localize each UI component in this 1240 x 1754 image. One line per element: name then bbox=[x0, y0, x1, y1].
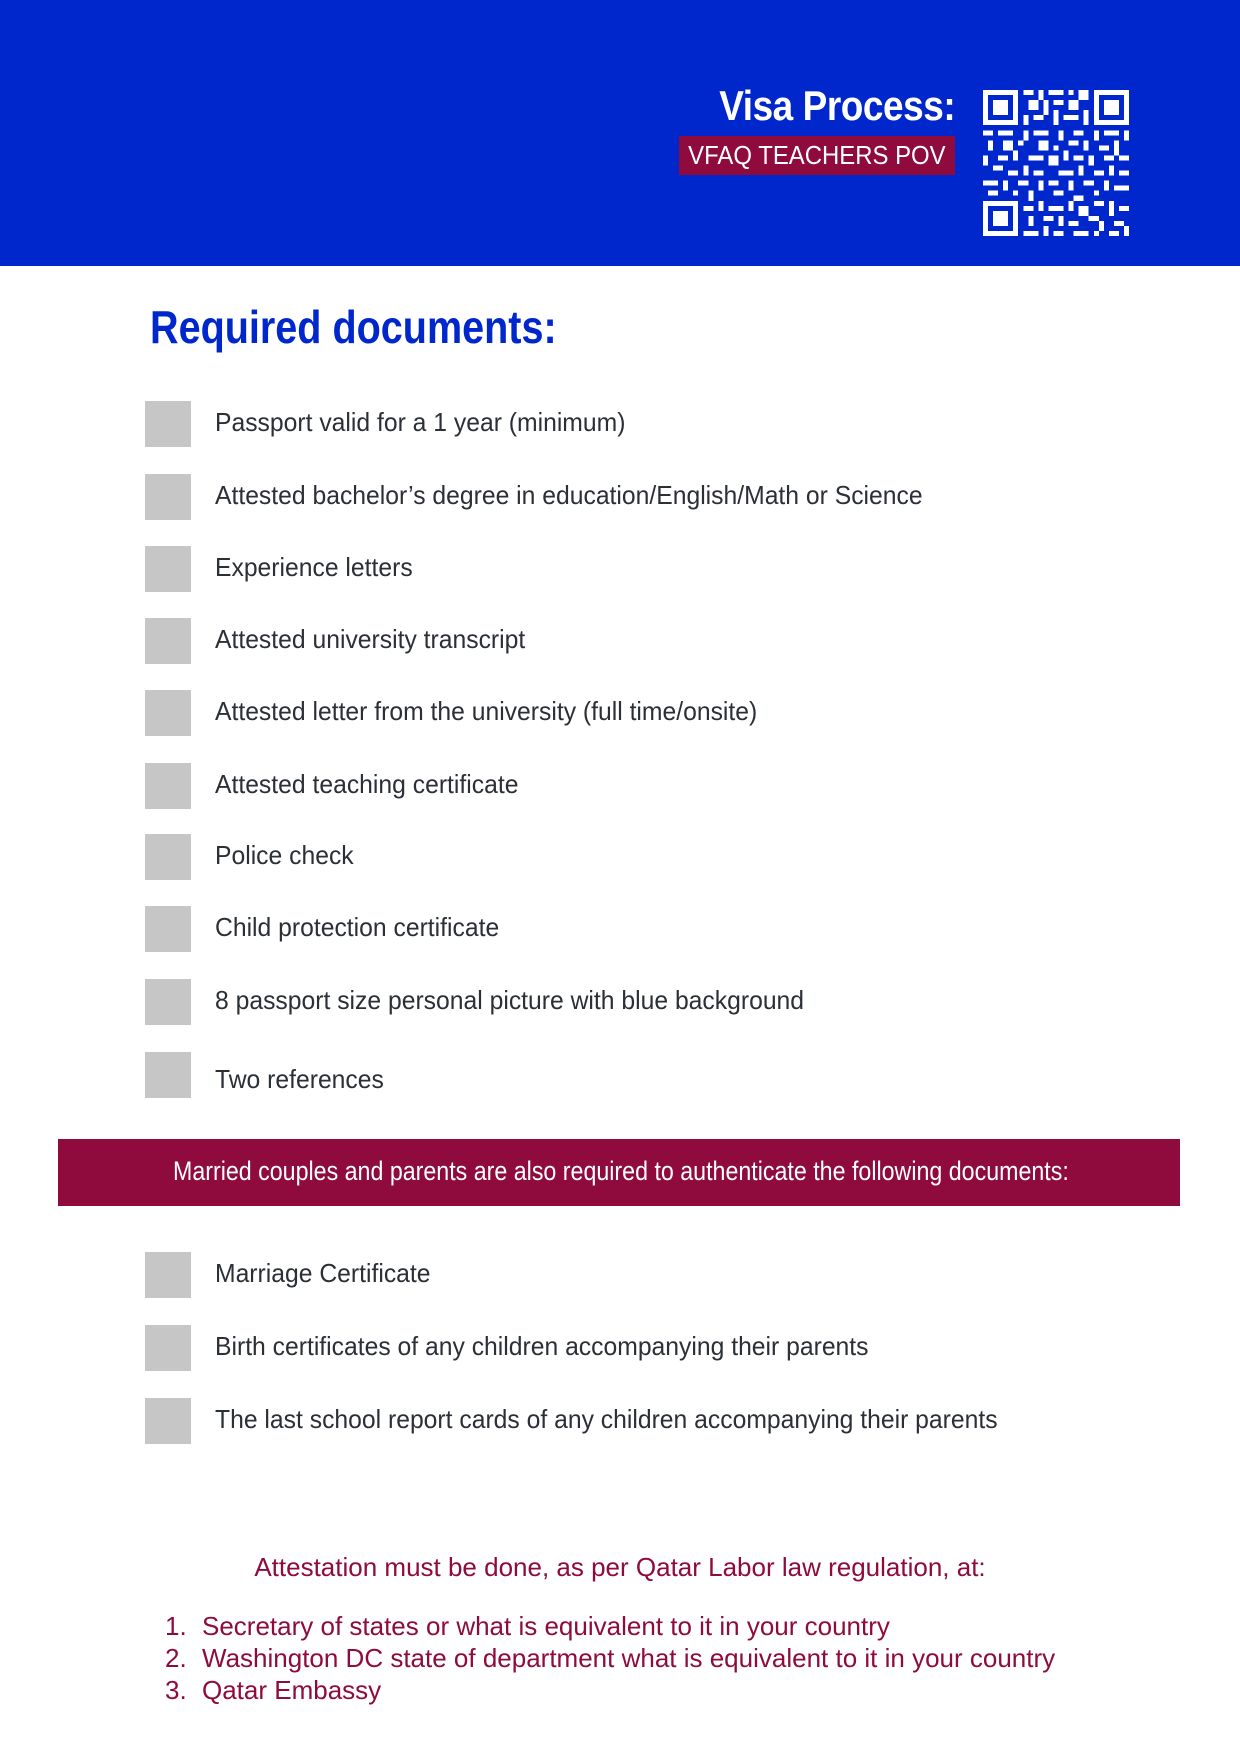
checkbox[interactable] bbox=[145, 1052, 191, 1098]
checkbox[interactable] bbox=[145, 690, 191, 736]
checklist-item-label: Attested letter from the university (full time/onsite) bbox=[215, 696, 758, 726]
checkbox[interactable] bbox=[145, 618, 191, 664]
checklist-item[interactable] bbox=[145, 1052, 1145, 1098]
attestation-intro: Attestation must be done, as per Qatar Labor law regulation, at: bbox=[254, 1552, 986, 1582]
checklist-item[interactable] bbox=[145, 763, 1145, 809]
checklist-item[interactable] bbox=[145, 834, 1145, 880]
checklist-item-label: Attested bachelor’s degree in education/English/Math or Science bbox=[215, 480, 923, 510]
checklist-item-label: 8 passport size personal picture with blue background bbox=[215, 985, 805, 1015]
checklist-item[interactable] bbox=[145, 618, 1145, 664]
list-item-number: 3. bbox=[165, 1675, 187, 1705]
checklist-item-label: Experience letters bbox=[215, 552, 413, 582]
checklist-item-label: Attested university transcript bbox=[215, 624, 526, 654]
checkbox[interactable] bbox=[145, 401, 191, 447]
checklist-item[interactable] bbox=[145, 1325, 1145, 1371]
checkbox[interactable] bbox=[145, 1398, 191, 1444]
checklist-item[interactable] bbox=[145, 1252, 1145, 1298]
checkbox[interactable] bbox=[145, 546, 191, 592]
list-item-text: Qatar Embassy bbox=[202, 1675, 382, 1705]
checklist-item-label: Passport valid for a 1 year (minimum) bbox=[215, 407, 626, 437]
list-item-text: Washington DC state of department what is equivalent to it in your country bbox=[202, 1643, 1056, 1673]
checkbox[interactable] bbox=[145, 979, 191, 1025]
checklist-item[interactable] bbox=[145, 690, 1145, 736]
banner-text: Married couples and parents are also required to authenticate the following documents: bbox=[173, 1156, 1069, 1186]
checklist-item[interactable] bbox=[145, 546, 1145, 592]
checkbox[interactable] bbox=[145, 763, 191, 809]
checklist-item-label: Two references bbox=[215, 1064, 384, 1094]
header-badge: VFAQ TEACHERS POV bbox=[679, 136, 955, 175]
checklist-item-label: Marriage Certificate bbox=[215, 1258, 431, 1288]
checkbox[interactable] bbox=[145, 474, 191, 520]
list-item-number: 1. bbox=[165, 1611, 187, 1641]
qr-code-icon bbox=[983, 90, 1129, 236]
list-item-number: 2. bbox=[165, 1643, 187, 1673]
checklist-item-label: Attested teaching certificate bbox=[215, 769, 519, 799]
checklist-item-label: Child protection certificate bbox=[215, 912, 500, 942]
section-title-required-documents: Required documents: bbox=[150, 301, 557, 353]
checkbox[interactable] bbox=[145, 1325, 191, 1371]
checkbox[interactable] bbox=[145, 834, 191, 880]
checkbox[interactable] bbox=[145, 906, 191, 952]
checklist-item-label: Police check bbox=[215, 840, 354, 870]
checklist-item[interactable] bbox=[145, 401, 1145, 447]
list-item bbox=[165, 1610, 1055, 1642]
married-couples-banner bbox=[58, 1139, 1180, 1206]
header-bar bbox=[0, 0, 1240, 266]
list-item-text: Secretary of states or what is equivalent to it in your country bbox=[202, 1611, 890, 1641]
checklist-item[interactable] bbox=[145, 474, 1145, 520]
checklist-item[interactable] bbox=[145, 906, 1145, 952]
list-item bbox=[165, 1642, 1055, 1674]
list-item bbox=[165, 1674, 1055, 1706]
page-title: Visa Process: bbox=[718, 82, 955, 129]
checklist-item[interactable] bbox=[145, 1398, 1145, 1444]
attestation-steps-list bbox=[165, 1610, 1055, 1706]
checklist-item[interactable] bbox=[145, 979, 1145, 1025]
checklist-item-label: The last school report cards of any children accompanying their parents bbox=[215, 1404, 998, 1434]
checkbox[interactable] bbox=[145, 1252, 191, 1298]
checklist-item-label: Birth certificates of any children accompanying their parents bbox=[215, 1331, 869, 1361]
